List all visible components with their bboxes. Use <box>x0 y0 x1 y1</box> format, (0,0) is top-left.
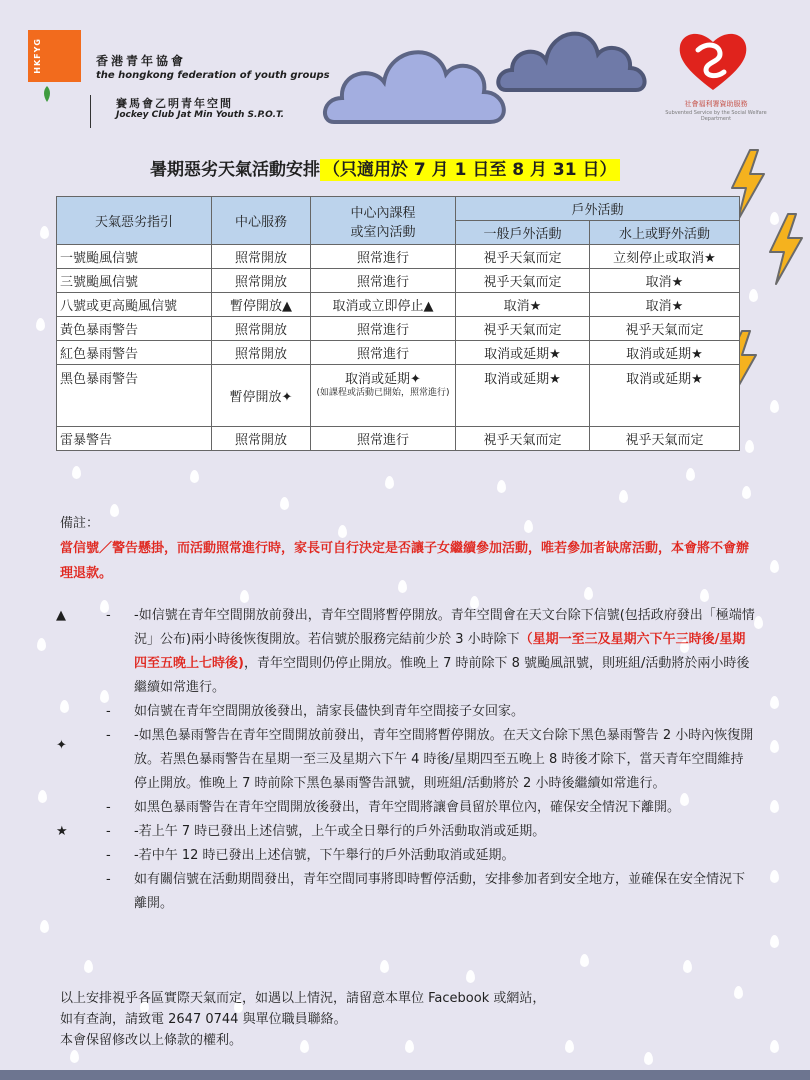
outdoor-water-cell: 取消★ <box>590 293 740 317</box>
table-row <box>57 317 740 341</box>
note-text-part: ，青年空間則仍停止開放。惟晚上 7 時前除下 8 號颱風訊號，則班組/活動將於兩小時後繼續如常進行。 <box>134 656 750 695</box>
centre-cell: 照常開放 <box>212 245 311 269</box>
note-text: -若中午 12 時已發出上述信號，下午舉行的戶外活動取消或延期。 <box>134 848 515 863</box>
header-indoor <box>311 197 456 245</box>
notes-section <box>56 604 756 916</box>
title-main: 暑期惡劣天氣活動安排 <box>150 160 320 180</box>
note-item <box>56 844 756 868</box>
triangle-symbol: ▲ <box>56 608 66 623</box>
centre-cell: 照常開放 <box>212 317 311 341</box>
centre-cell: 照常開放 <box>212 427 311 451</box>
header-outdoor-water: 水上或野外活動 <box>590 221 740 245</box>
remarks-refund-note: 當信號／警告懸掛，而活動照常進行時，家長可自行決定是否讓子女繼續參加活動，唯若參加者缺席活動，本會將不會辦理退款。 <box>60 541 750 581</box>
footer-contact-line: 如有查詢，請致電 2647 0744 與單位職員聯絡。 <box>60 1012 347 1027</box>
table-row <box>57 269 740 293</box>
table-row <box>57 293 740 317</box>
hkfyg-logo-text: HKFYG <box>33 38 42 74</box>
outdoor-water-cell: 取消或延期★ <box>590 365 740 427</box>
indoor-cell: 照常進行 <box>311 317 456 341</box>
outdoor-water-cell: 立刻停止或取消★ <box>590 245 740 269</box>
org-name-en: the hongkong federation of youth groups <box>96 70 330 81</box>
table-row <box>57 245 740 269</box>
table-row <box>57 365 740 427</box>
note-dash: - <box>106 608 111 623</box>
hkfyg-logo <box>28 30 81 82</box>
signal-cell: 八號或更高颱風信號 <box>57 293 212 317</box>
weather-arrangement-table <box>56 196 740 451</box>
outdoor-general-cell: 視乎天氣而定 <box>456 317 590 341</box>
centre-name-en: Jockey Club Jat Min Youth S.P.O.T. <box>116 110 285 120</box>
header-divider <box>90 95 91 128</box>
header-warning: 天氣惡劣指引 <box>57 197 212 245</box>
indoor-cell-note: (如課程或活動已開始，照常進行) <box>316 388 450 398</box>
footer-info <box>60 988 760 1051</box>
header-indoor-line2: 或室內活動 <box>350 224 416 240</box>
note-text-highlight: （星期一至三及星期六下午三時後/星期四至五晚上七時後) <box>134 632 746 671</box>
outdoor-water-cell: 視乎天氣而定 <box>590 427 740 451</box>
outdoor-general-cell: 視乎天氣而定 <box>456 269 590 293</box>
note-item <box>56 796 756 820</box>
note-text: 如黑色暴雨警告在青年空間開放後發出，青年空間將讓會員留於單位內，確保安全情況下離開。 <box>134 800 681 815</box>
indoor-cell: 照常進行 <box>311 245 456 269</box>
note-item <box>56 724 756 796</box>
star-symbol: ★ <box>56 824 68 839</box>
note-item <box>56 700 756 724</box>
swd-caption-zh: 社會福利署資助服務 <box>684 100 748 108</box>
note-dash: - <box>106 728 111 743</box>
note-text: 如有關信號在活動期間發出，青年空間同事將即時暫停活動，安排參加者到安全地方，並確保在安全情況下離開。 <box>134 872 746 911</box>
swd-caption-en: Subvented Service by the Social Welfare Department <box>665 110 767 122</box>
outdoor-general-cell: 視乎天氣而定 <box>456 245 590 269</box>
note-text: -如黑色暴雨警告在青年空間開放前發出，青年空間將暫停開放。在天文台除下黑色暴雨警告 2 小時內恢復開放。若黑色暴雨警告在星期一至三及星期六下午 4 時後/星期四至五晚上 8 時後才除下，當天青年空間維持停止開放。惟晚上 7 時前除下黑色暴雨警告訊號，則班組/活動將於 2 小時後繼續如常進行。 <box>134 728 754 791</box>
outdoor-general-cell: 取消或延期★ <box>456 365 590 427</box>
org-name-zh: 香港青年協會 <box>96 54 187 68</box>
header-outdoor-general: 一般戶外活動 <box>456 221 590 245</box>
note-item <box>56 820 756 844</box>
outdoor-general-cell: 取消或延期★ <box>456 341 590 365</box>
leaf-icon <box>40 84 54 104</box>
outdoor-general-cell: 取消★ <box>456 293 590 317</box>
header-centre-service: 中心服務 <box>212 197 311 245</box>
note-text: 如信號在青年空間開放後發出，請家長儘快到青年空間接子女回家。 <box>134 704 525 719</box>
centre-cell: 照常開放 <box>212 341 311 365</box>
centre-cell: 暫停開放✦ <box>212 365 311 427</box>
bottom-bar <box>0 1070 810 1080</box>
indoor-cell: 取消或立即停止▲ <box>311 293 456 317</box>
table-row <box>57 427 740 451</box>
signal-cell: 三號颱風信號 <box>57 269 212 293</box>
note-item <box>56 604 756 700</box>
outdoor-water-cell: 取消★ <box>590 269 740 293</box>
note-dash: - <box>106 704 111 719</box>
signal-cell: 黃色暴雨警告 <box>57 317 212 341</box>
note-text <box>134 604 756 700</box>
signal-cell: 紅色暴雨警告 <box>57 341 212 365</box>
cloud-light-icon <box>320 14 520 134</box>
footer-line: 本會保留修改以上條款的權利。 <box>60 1033 243 1048</box>
swd-heart-logo <box>676 28 750 94</box>
outdoor-general-cell: 視乎天氣而定 <box>456 427 590 451</box>
indoor-cell-value: 取消或延期✦ <box>345 372 421 387</box>
header-indoor-line1: 中心內課程 <box>350 205 416 221</box>
note-dash: - <box>106 848 111 863</box>
page-title <box>150 155 620 180</box>
remarks-heading: 備註： <box>60 516 100 531</box>
note-text: -若上午 7 時已發出上述信號，上午或全日舉行的戶外活動取消或延期。 <box>134 824 546 839</box>
indoor-cell <box>311 365 456 427</box>
note-dash: - <box>106 824 111 839</box>
title-date-range: （只適用於 7 月 1 日至 8 月 31 日） <box>320 159 620 181</box>
lightning-icon <box>766 212 806 286</box>
note-item <box>56 868 756 916</box>
signal-cell: 雷暴警告 <box>57 427 212 451</box>
centre-cell: 暫停開放▲ <box>212 293 311 317</box>
header-outdoor: 戶外活動 <box>456 197 740 221</box>
note-dash: - <box>106 800 111 815</box>
footer-line: 以上安排視乎各區實際天氣而定，如遇以上情況，請留意本單位 Facebook 或網站， <box>60 991 546 1006</box>
indoor-cell: 照常進行 <box>311 269 456 293</box>
signal-cell: 黑色暴雨警告 <box>57 365 212 427</box>
signal-cell: 一號颱風信號 <box>57 245 212 269</box>
outdoor-water-cell: 取消或延期★ <box>590 341 740 365</box>
centre-name-zh: 賽馬會乙明青年空間 <box>116 97 233 110</box>
cloud-dark-icon <box>494 6 654 98</box>
outdoor-water-cell: 視乎天氣而定 <box>590 317 740 341</box>
diamond-symbol: ✦ <box>56 738 67 753</box>
indoor-cell: 照常進行 <box>311 341 456 365</box>
indoor-cell: 照常進行 <box>311 427 456 451</box>
table-row <box>57 341 740 365</box>
note-text-part: -如信號在青年空間開放前發出，青年空間將暫停開放。青年空間會在天文台除下信號(包括政府發出「極端情況」公布)兩小時後恢復開放。若信號於服務完結前少於 3 小時除下 <box>134 608 755 647</box>
centre-cell: 照常開放 <box>212 269 311 293</box>
note-dash: - <box>106 872 111 887</box>
